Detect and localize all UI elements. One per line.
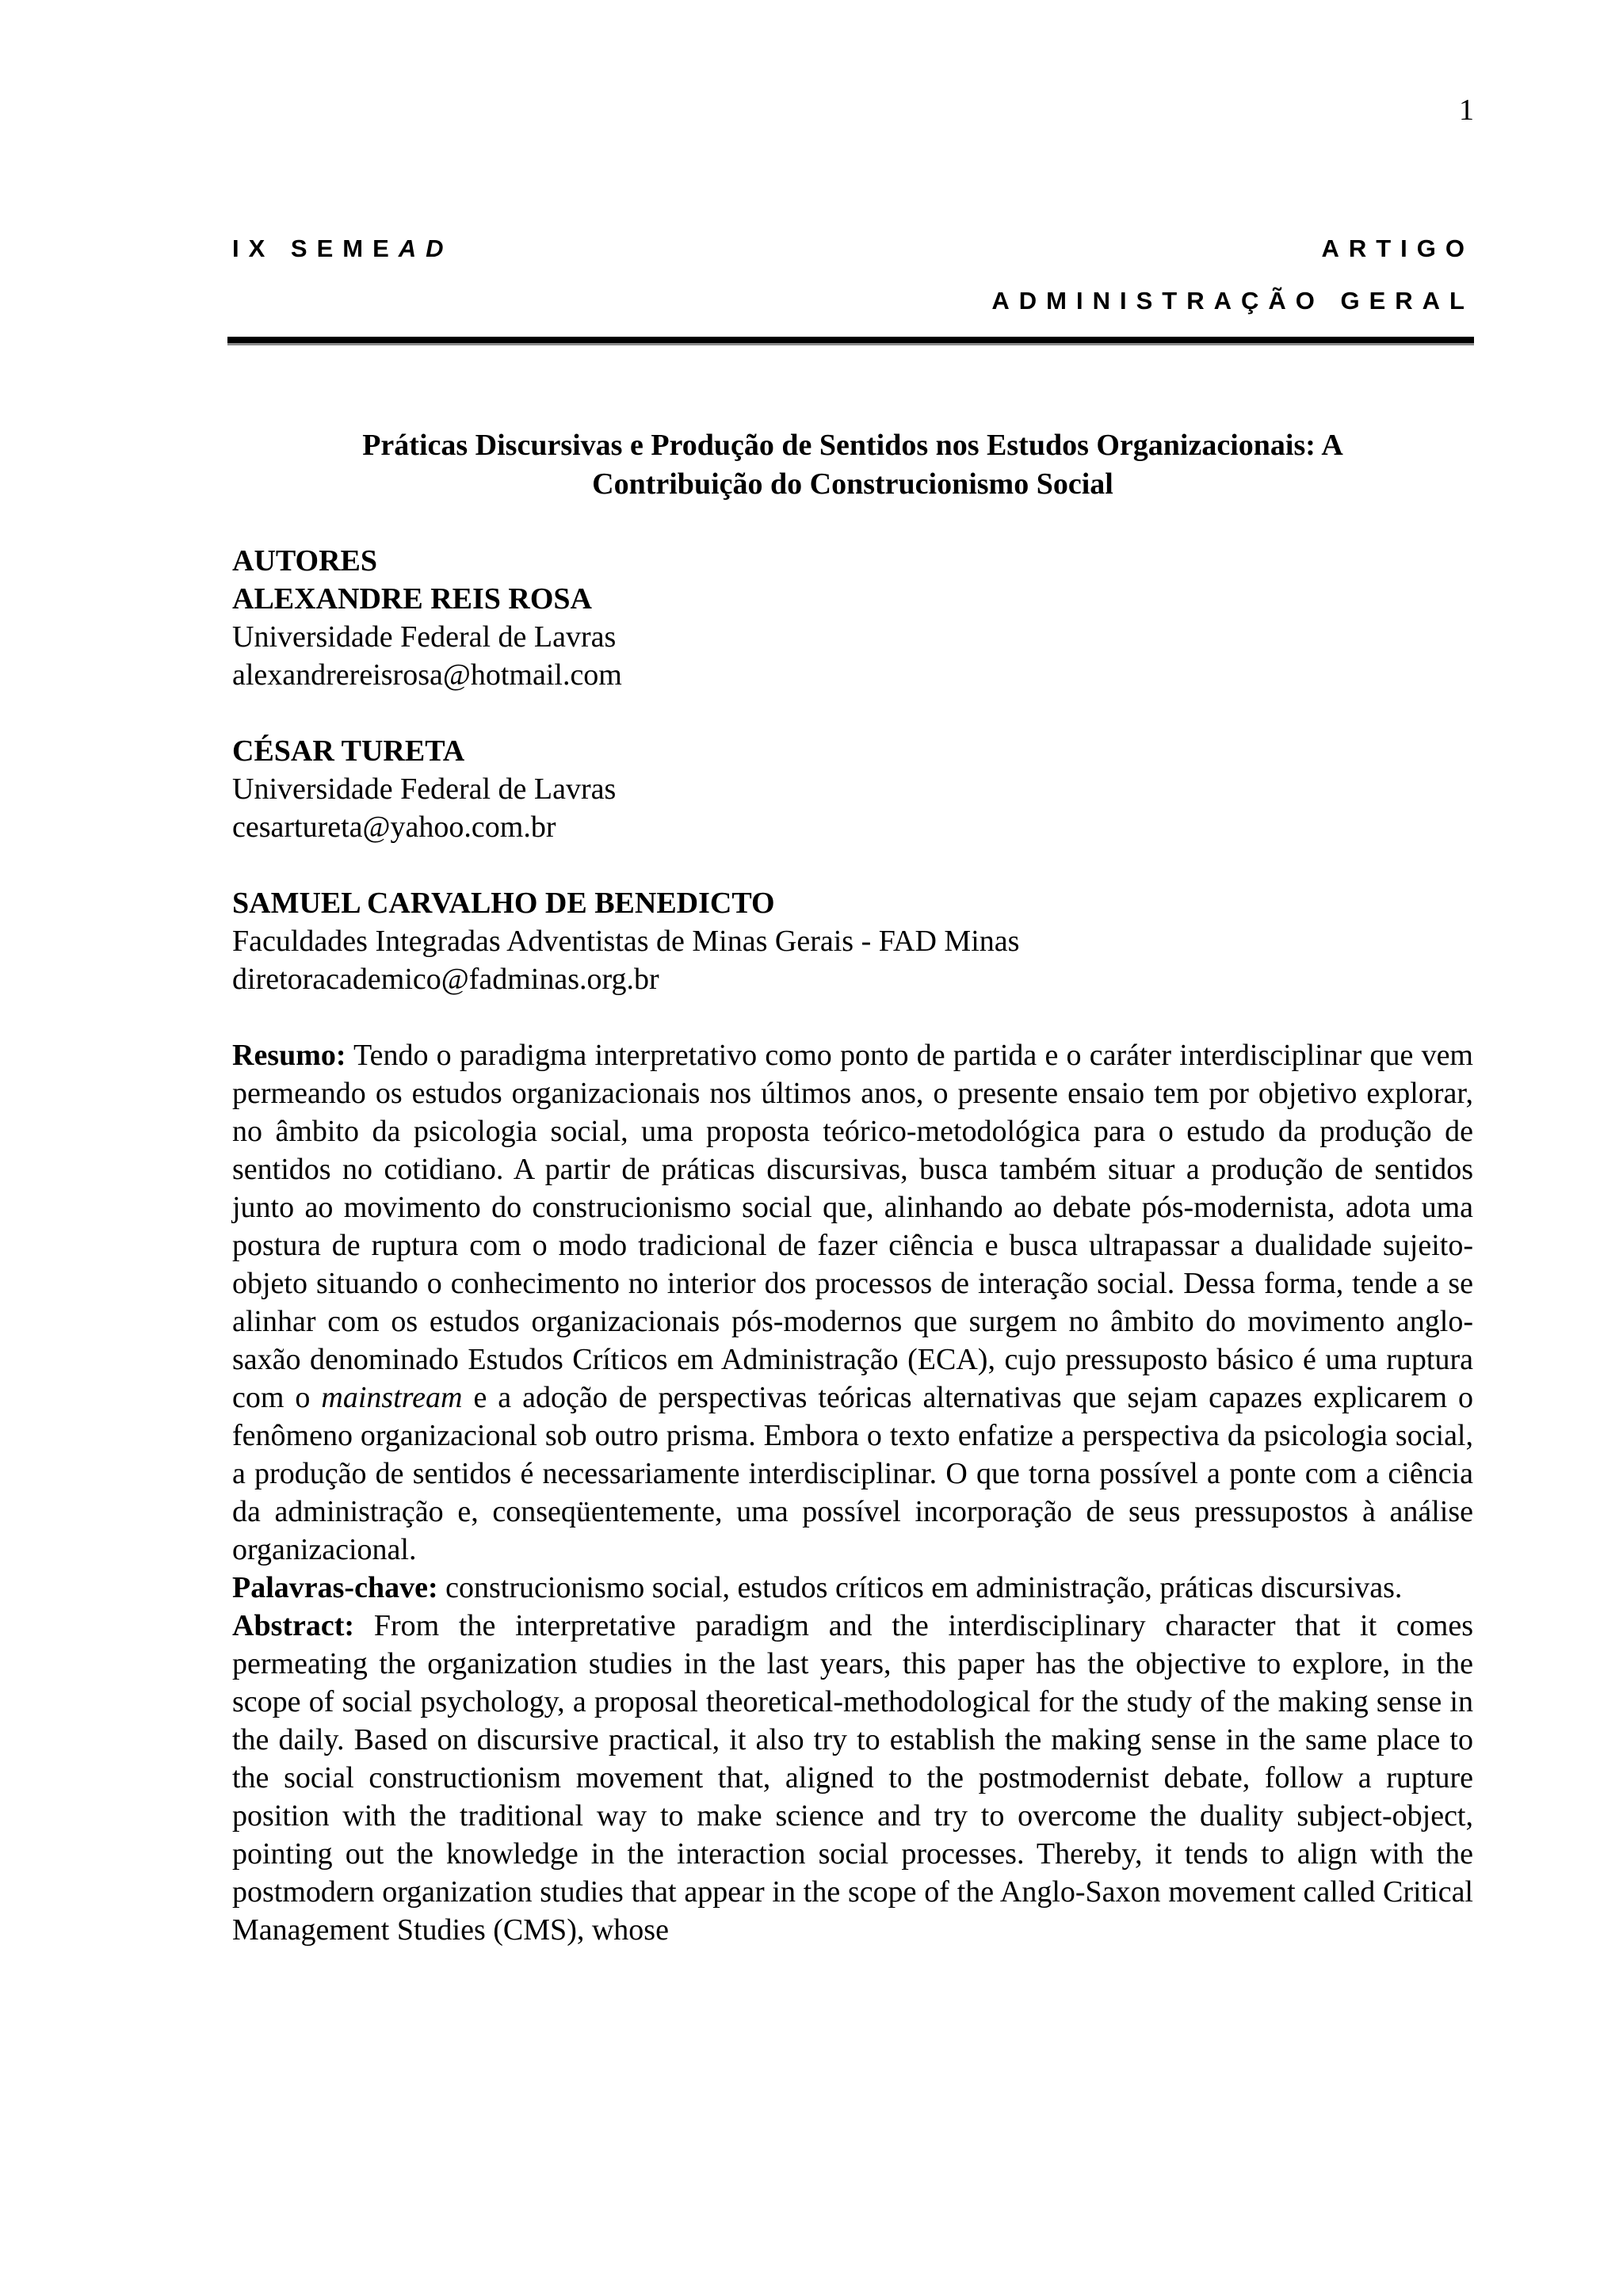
author-block-3	[232, 884, 1473, 998]
author-email: cesartureta@yahoo.com.br	[232, 810, 556, 844]
header-rule	[227, 337, 1474, 345]
author-affiliation: Universidade Federal de Lavras	[232, 772, 617, 806]
resumo-text-after: e a adoção de perspectivas teóricas alternativas que sejam capazes explicarem o fenômeno organizacional sob outro prisma. Embora o texto enfatize a perspectiva da psicologia social, a produção de sentidos é necessariamente interdisciplinar. O que torna possível a ponte com a ciência da administração e, conseqüentemente, uma possível incorporação de seus pressupostos à análise organizacional.	[232, 1381, 1473, 1566]
resumo-label: Resumo:	[232, 1039, 346, 1072]
author-affiliation: Universidade Federal de Lavras	[232, 620, 617, 654]
author-block-1	[232, 542, 1473, 694]
header-right	[991, 235, 1474, 315]
title-line-1: Práticas Discursivas e Produção de Sentidos nos Estudos Organizacionais: A	[362, 429, 1343, 462]
authors-heading: AUTORES	[232, 544, 378, 578]
resumo-paragraph	[232, 1036, 1473, 1569]
author-name: SAMUEL CARVALHO DE BENEDICTO	[232, 887, 775, 920]
resumo-text-before: Tendo o paradigma interpretativo como ponto de partida e o caráter interdisciplinar que vem permeando os estudos organizacionais nos últimos anos, o presente ensaio tem por objetivo explorar, no âmbito da psicologia social, uma proposta teórico-metodológica para o estudo da produção de sentidos no cotidiano. A partir de práticas discursivas, busca também situar a produção de sentidos junto ao movimento do construcionismo social que, alinhando ao debate pós-modernista, adota uma postura de ruptura com o modo tradicional de fazer ciência e busca ultrapassar a dualidade sujeito-objeto situando o conhecimento no interior dos processos de interação social. Dessa forma, tende a se alinhar com os estudos organizacionais pós-modernos que surgem no âmbito do movimento anglo-saxão denominado Estudos Críticos em Administração (ECA), cujo pressuposto básico é uma ruptura com o	[232, 1039, 1473, 1414]
keywords-text: construcionismo social, estudos críticos em administração, práticas discursivas.	[437, 1571, 1403, 1604]
article-type: ARTIGO	[1321, 235, 1474, 262]
abstract-text: From the interpretative paradigm and the interdisciplinary character that it comes permeating the organization studies in the last years, this paper has the objective to explore, in the scope of social psychology, a proposal theoretical-methodological for the study of the making sense in the daily. Based on discursive practical, it also try to establish the making sense in the same place to the social constructionism movement that, aligned to the postmodernist debate, follow a rupture position with the traditional way to make science and try to overcome the duality subject-object, pointing out the knowledge in the interaction social processes. Thereby, it tends to align with the postmodern organization studies that appear in the scope of the Anglo-Saxon movement called Critical Management Studies (CMS), whose	[232, 1609, 1473, 1947]
paper-body	[232, 542, 1473, 1949]
resumo-italic-term: mainstream	[321, 1381, 463, 1414]
author-name: CÉSAR TURETA	[232, 734, 465, 768]
abstract-label: Abstract:	[232, 1609, 355, 1642]
event-suffix: AD	[398, 235, 453, 262]
event-name	[232, 236, 453, 261]
article-area: ADMINISTRAÇÃO GERAL	[991, 287, 1474, 315]
title-line-2: Contribuição do Construcionismo Social	[592, 467, 1113, 501]
author-email: alexandrereisrosa@hotmail.com	[232, 658, 622, 692]
keywords-label: Palavras-chave:	[232, 1571, 438, 1604]
author-email: diretoracademico@fadminas.org.br	[232, 963, 659, 996]
paper-title	[232, 426, 1473, 504]
page-number: 1	[1459, 93, 1474, 127]
event-prefix: IX SEME	[232, 235, 399, 262]
abstract-paragraph	[232, 1607, 1473, 1949]
author-name: ALEXANDRE REIS ROSA	[232, 582, 592, 616]
author-block-2	[232, 732, 1473, 846]
keywords-paragraph	[232, 1569, 1473, 1607]
author-affiliation: Faculdades Integradas Adventistas de Minas Gerais - FAD Minas	[232, 925, 1020, 958]
